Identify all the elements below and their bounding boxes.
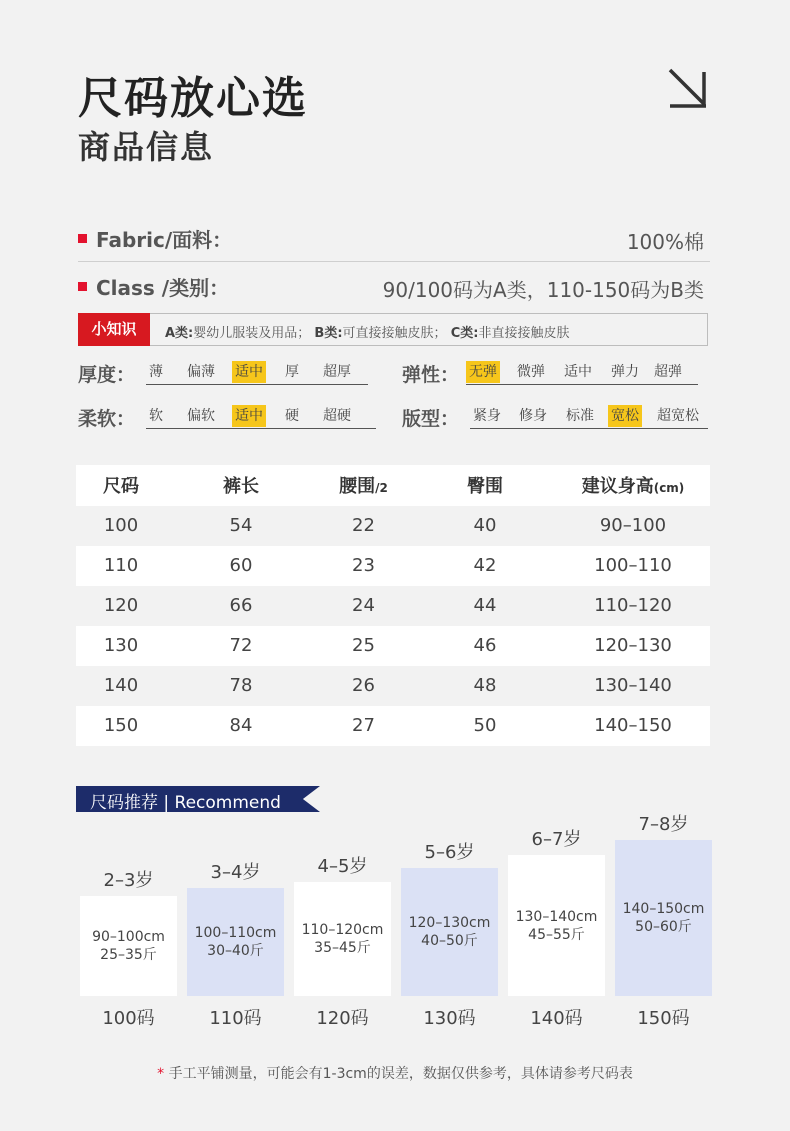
elasticity-options — [466, 361, 698, 385]
size-recommend-box — [80, 896, 177, 996]
header-height-suffix: (cm) — [653, 481, 685, 495]
cell-hip: 40 — [473, 515, 497, 536]
header-hip: 臀围 — [467, 476, 503, 497]
size-label: 100码 — [102, 1008, 155, 1029]
cell-waist: 26 — [352, 675, 375, 696]
age-label: 2–3岁 — [103, 870, 154, 891]
header-waist-text: 腰围 — [339, 476, 376, 497]
softness-option: 偏软 — [187, 408, 215, 424]
thickness-option: 超厚 — [323, 364, 351, 380]
thickness-option: 薄 — [149, 364, 163, 380]
height-range: 100–110cm — [194, 925, 277, 941]
fabric-value: 100%棉 — [626, 230, 704, 254]
cell-waist: 23 — [352, 555, 375, 576]
class-b-text: 可直接接触皮肤； — [342, 326, 447, 341]
class-label: Class /类别： — [96, 276, 230, 300]
table-row — [76, 546, 710, 586]
elasticity-label: 弹性： — [402, 364, 460, 386]
height-range: 130–140cm — [515, 908, 598, 925]
fit-option-selected: 宽松 — [608, 405, 642, 427]
softness-option: 硬 — [285, 408, 299, 424]
class-a-label: A类: — [165, 326, 194, 341]
cell-hip: 44 — [473, 595, 497, 616]
height-range: 120–130cm — [408, 915, 491, 931]
cell-size: 150 — [103, 715, 139, 736]
elasticity-option: 弹力 — [611, 364, 639, 380]
softness-option: 超硬 — [323, 408, 351, 424]
box-content — [294, 921, 391, 957]
cell-hip: 42 — [473, 555, 497, 576]
cell-height: 90–100 — [599, 515, 667, 536]
fit-option: 超宽松 — [657, 408, 699, 424]
cell-waist: 22 — [352, 515, 375, 536]
header-waist — [301, 465, 426, 505]
header-waist-suffix: /2 — [375, 481, 388, 495]
age-label: 5–6岁 — [424, 842, 475, 863]
class-value: 90/100码为A类，110-150码为B类 — [382, 278, 704, 302]
footnote — [0, 1063, 790, 1083]
age-label: 7–8岁 — [638, 814, 689, 835]
size-label: 140码 — [530, 1008, 583, 1029]
size-table — [76, 465, 710, 746]
class-b-label: B类: — [314, 326, 343, 341]
box-content — [80, 928, 177, 964]
page-subtitle: 商品信息 — [78, 128, 215, 166]
footnote-text: 手工平铺测量，可能会有1-3cm的误差，数据仅供参考，具体请参考尺码表 — [164, 1066, 633, 1082]
cell-hip: 48 — [473, 675, 497, 696]
cell-size: 110 — [103, 555, 139, 576]
cell-height: 110–120 — [594, 595, 672, 616]
cell-size: 140 — [103, 675, 139, 696]
weight-range: 35–45斤 — [314, 940, 371, 956]
knowledge-text — [165, 322, 569, 341]
cell-height: 120–130 — [594, 635, 672, 656]
cell-length: 78 — [229, 675, 253, 696]
table-header-row — [76, 465, 710, 506]
box-content — [615, 900, 712, 936]
cell-length: 60 — [229, 555, 253, 576]
thickness-options — [146, 361, 368, 385]
page-title: 尺码放心选 — [78, 73, 308, 124]
elasticity-option: 超弹 — [654, 364, 682, 380]
height-range: 110–120cm — [301, 922, 384, 938]
softness-options — [146, 405, 376, 429]
age-label: 4–5岁 — [317, 856, 368, 877]
thickness-option: 偏薄 — [187, 364, 215, 380]
cell-height: 140–150 — [594, 715, 672, 736]
cell-height: 130–140 — [594, 675, 672, 696]
size-recommend-box — [401, 868, 498, 996]
footnote-star: * — [157, 1066, 165, 1082]
height-range: 140–150cm — [622, 901, 705, 917]
age-label: 6–7岁 — [531, 829, 582, 850]
elasticity-option: 微弹 — [517, 364, 545, 380]
table-row — [76, 626, 710, 666]
knowledge-bar — [78, 313, 708, 346]
bullet-square-icon — [78, 282, 87, 291]
cell-waist: 25 — [352, 635, 375, 656]
cell-size: 130 — [103, 635, 139, 656]
weight-range: 45–55斤 — [528, 926, 585, 943]
weight-range: 50–60斤 — [635, 919, 692, 935]
size-label: 120码 — [316, 1008, 369, 1029]
table-row — [76, 666, 710, 706]
weight-range: 25–35斤 — [100, 947, 157, 963]
fit-label: 版型： — [402, 408, 460, 430]
weight-range: 40–50斤 — [421, 933, 478, 949]
elasticity-option-selected: 无弹 — [466, 361, 500, 383]
table-row — [76, 586, 710, 626]
table-body — [76, 506, 710, 746]
softness-option-selected: 适中 — [232, 405, 266, 427]
box-content — [508, 908, 605, 944]
softness-label: 柔软： — [78, 408, 136, 430]
elasticity-option: 适中 — [564, 364, 592, 380]
cell-height: 100–110 — [594, 555, 672, 576]
size-recommend-box — [294, 882, 391, 996]
class-row — [78, 270, 710, 310]
class-a-text: 婴幼儿服装及用品； — [193, 326, 311, 341]
header-length: 裤长 — [223, 476, 259, 497]
cell-size: 120 — [103, 595, 139, 616]
cell-size: 100 — [103, 515, 139, 536]
size-label: 130码 — [423, 1008, 476, 1029]
cell-hip: 50 — [473, 715, 497, 736]
table-row — [76, 706, 710, 746]
size-recommend-box — [508, 855, 605, 996]
fabric-label: Fabric/面料： — [96, 228, 233, 252]
table-row — [76, 506, 710, 546]
header-height — [556, 465, 710, 505]
cell-length: 66 — [229, 595, 253, 616]
cell-length: 54 — [229, 515, 253, 536]
size-recommend-box — [187, 888, 284, 996]
knowledge-tag: 小知识 — [78, 313, 150, 346]
fit-options — [470, 405, 708, 429]
size-recommend-box — [615, 840, 712, 996]
arrow-down-right-icon — [666, 66, 710, 110]
height-range: 90–100cm — [92, 929, 165, 945]
size-label: 150码 — [637, 1008, 690, 1029]
cell-waist: 27 — [352, 715, 375, 736]
cell-length: 72 — [229, 635, 253, 656]
box-content — [187, 924, 284, 960]
recommend-banner — [76, 786, 320, 812]
size-label: 110码 — [209, 1008, 262, 1029]
fit-option: 修身 — [519, 408, 547, 424]
header-height-text: 建议身高 — [581, 476, 654, 497]
class-c-text: 非直接接触皮肤 — [478, 326, 570, 341]
class-c-label: C类: — [450, 326, 479, 341]
thickness-option: 厚 — [285, 364, 299, 380]
age-label: 3–4岁 — [210, 862, 261, 883]
fit-option: 标准 — [566, 408, 594, 424]
cell-waist: 24 — [352, 595, 375, 616]
header-size: 尺码 — [103, 476, 139, 497]
softness-option: 软 — [149, 408, 163, 424]
cell-hip: 46 — [473, 635, 497, 656]
thickness-label: 厚度： — [78, 364, 136, 386]
recommend-banner-text: 尺码推荐 | Recommend — [90, 793, 281, 813]
box-content — [401, 914, 498, 950]
cell-length: 84 — [229, 715, 253, 736]
bullet-square-icon — [78, 234, 87, 243]
weight-range: 30–40斤 — [207, 943, 264, 959]
fabric-row — [78, 222, 710, 262]
thickness-option-selected: 适中 — [232, 361, 266, 383]
fit-option: 紧身 — [473, 408, 501, 424]
